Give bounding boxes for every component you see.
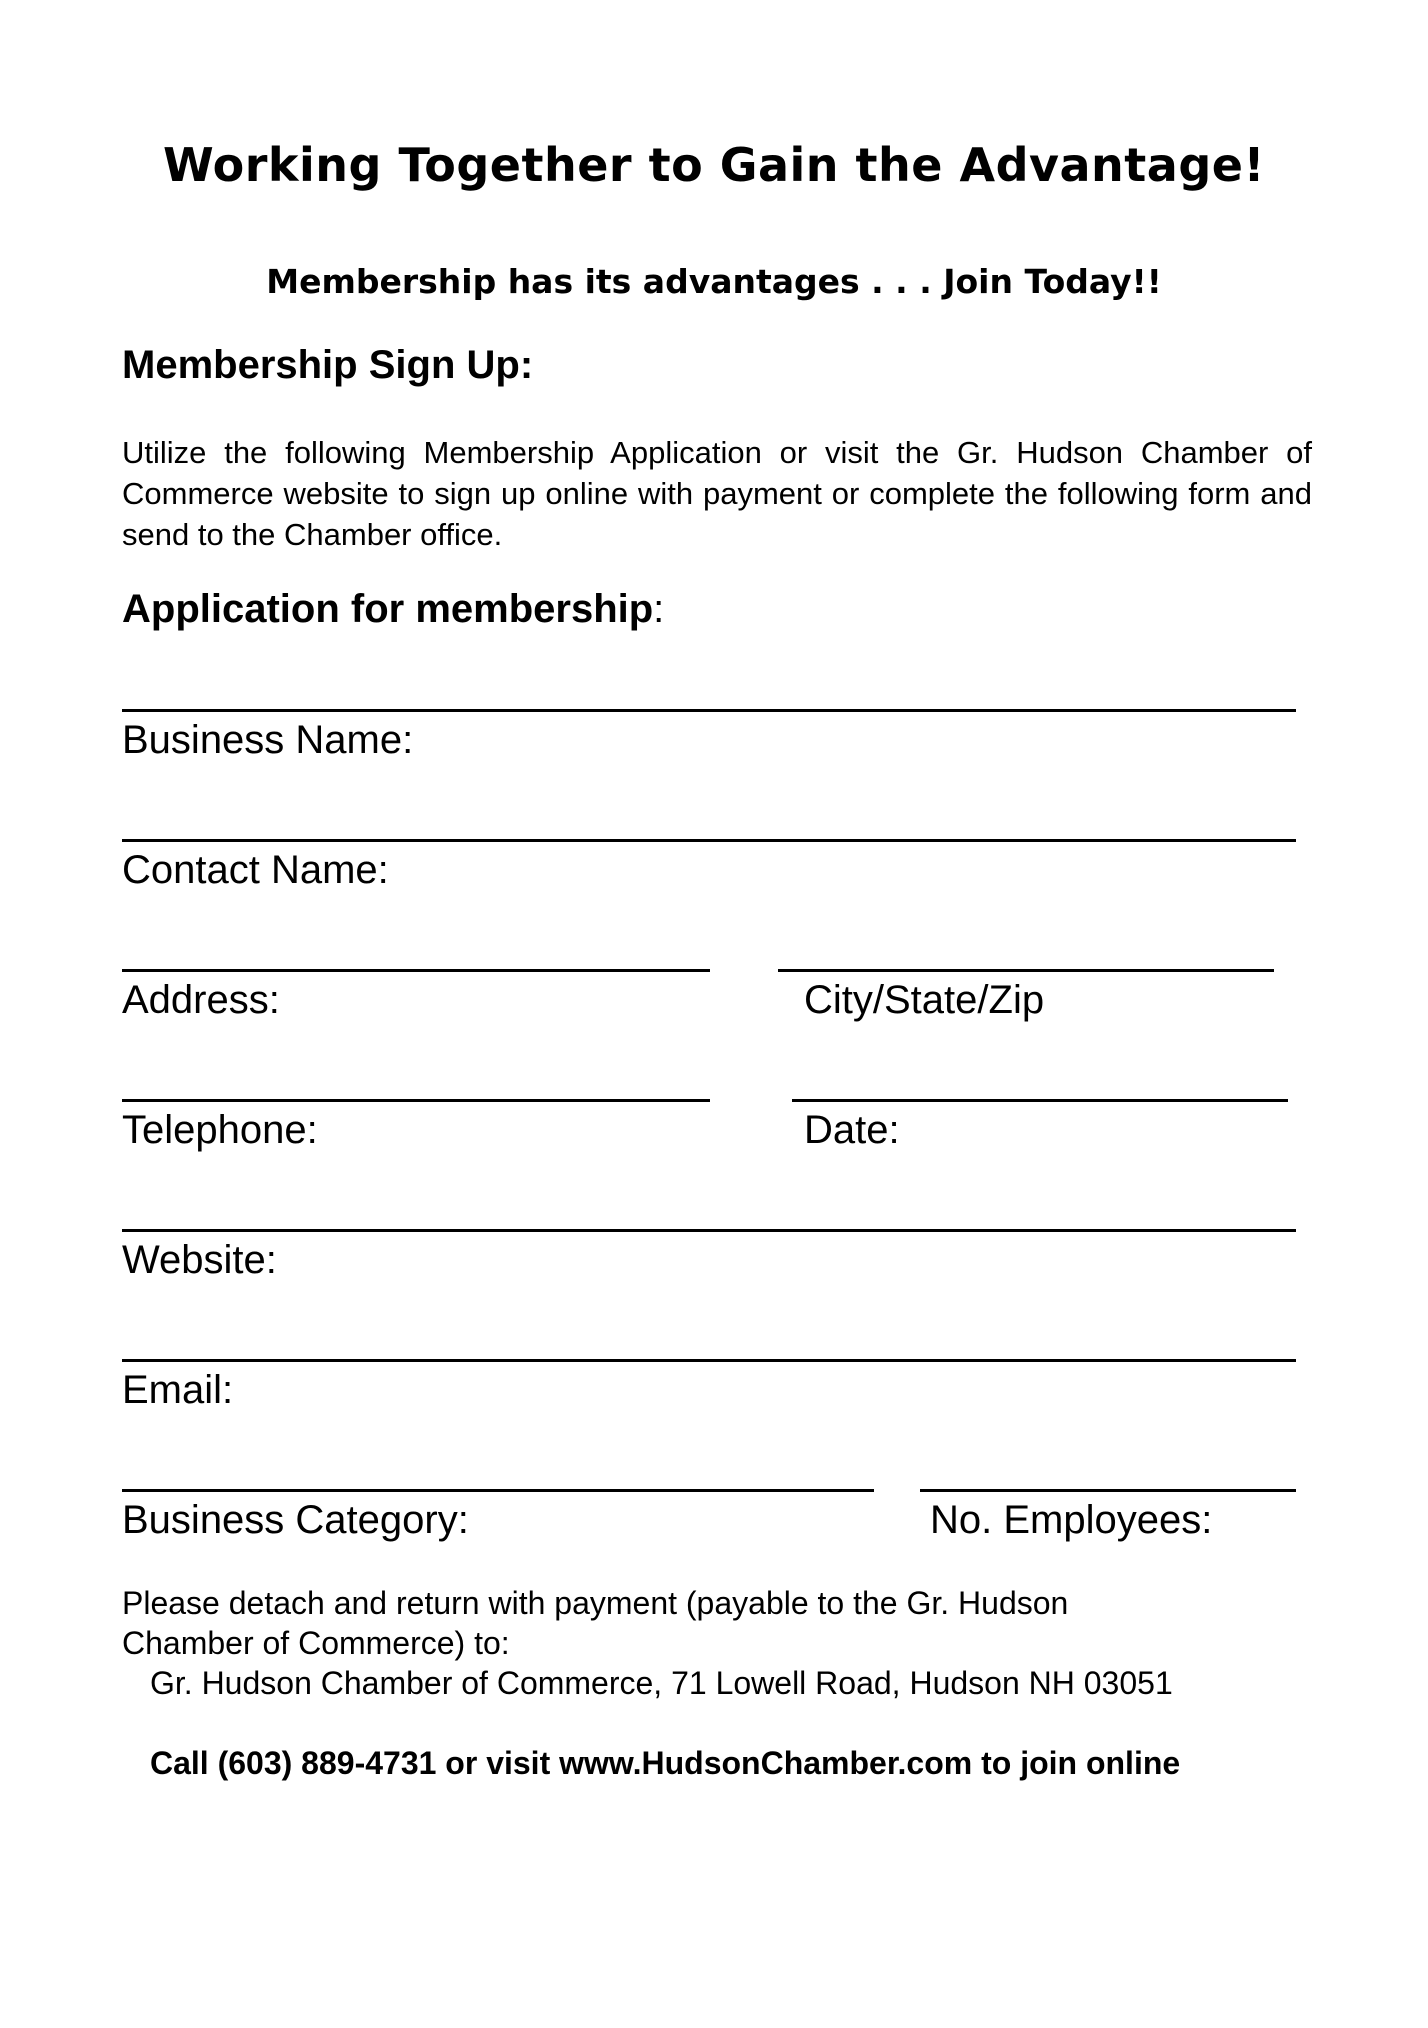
- telephone-line[interactable]: [122, 1099, 710, 1102]
- main-title: Working Together to Gain the Advantage!: [163, 138, 1265, 192]
- chamber-mailing-address: Gr. Hudson Chamber of Commerce, 71 Lowell Road, Hudson NH 03051: [150, 1665, 1173, 1701]
- signup-heading: Membership Sign Up:: [122, 343, 534, 387]
- tagline: Membership has its advantages . . . Join Today!!: [266, 262, 1162, 301]
- return-instructions-line2: Chamber of Commerce) to:: [122, 1625, 510, 1661]
- contact-name-label: Contact Name:: [122, 848, 389, 892]
- no-employees-line[interactable]: [920, 1489, 1296, 1492]
- date-line[interactable]: [792, 1099, 1288, 1102]
- no-employees-label: No. Employees:: [930, 1498, 1213, 1542]
- return-instructions-line1: Please detach and return with payment (payable to the Gr. Hudson: [122, 1585, 1069, 1621]
- business-category-label: Business Category:: [122, 1498, 469, 1542]
- date-label: Date:: [804, 1108, 900, 1152]
- email-line[interactable]: [122, 1359, 1296, 1362]
- website-line[interactable]: [122, 1229, 1296, 1232]
- contact-name-line[interactable]: [122, 839, 1296, 842]
- intro-paragraph: Utilize the following Membership Application or visit the Gr. Hudson Chamber of Commerce website to sign up online with payment or complete the following form and send to the Chamber office.: [122, 435, 1312, 552]
- website-label: Website:: [122, 1238, 277, 1282]
- address-label: Address:: [122, 978, 280, 1022]
- business-category-line[interactable]: [122, 1489, 874, 1492]
- application-heading: [122, 587, 664, 632]
- application-heading-text: Application for membership: [122, 587, 654, 631]
- telephone-label: Telephone:: [122, 1108, 318, 1152]
- address-line[interactable]: [122, 969, 710, 972]
- city-state-zip-label: City/State/Zip: [804, 978, 1045, 1022]
- city-state-zip-line[interactable]: [778, 969, 1274, 972]
- business-name-label: Business Name:: [122, 718, 414, 762]
- business-name-line[interactable]: [122, 709, 1296, 712]
- call-to-action: Call (603) 889-4731 or visit www.HudsonChamber.com to join online: [150, 1745, 1181, 1781]
- email-label: Email:: [122, 1368, 234, 1412]
- application-heading-colon: :: [653, 587, 665, 631]
